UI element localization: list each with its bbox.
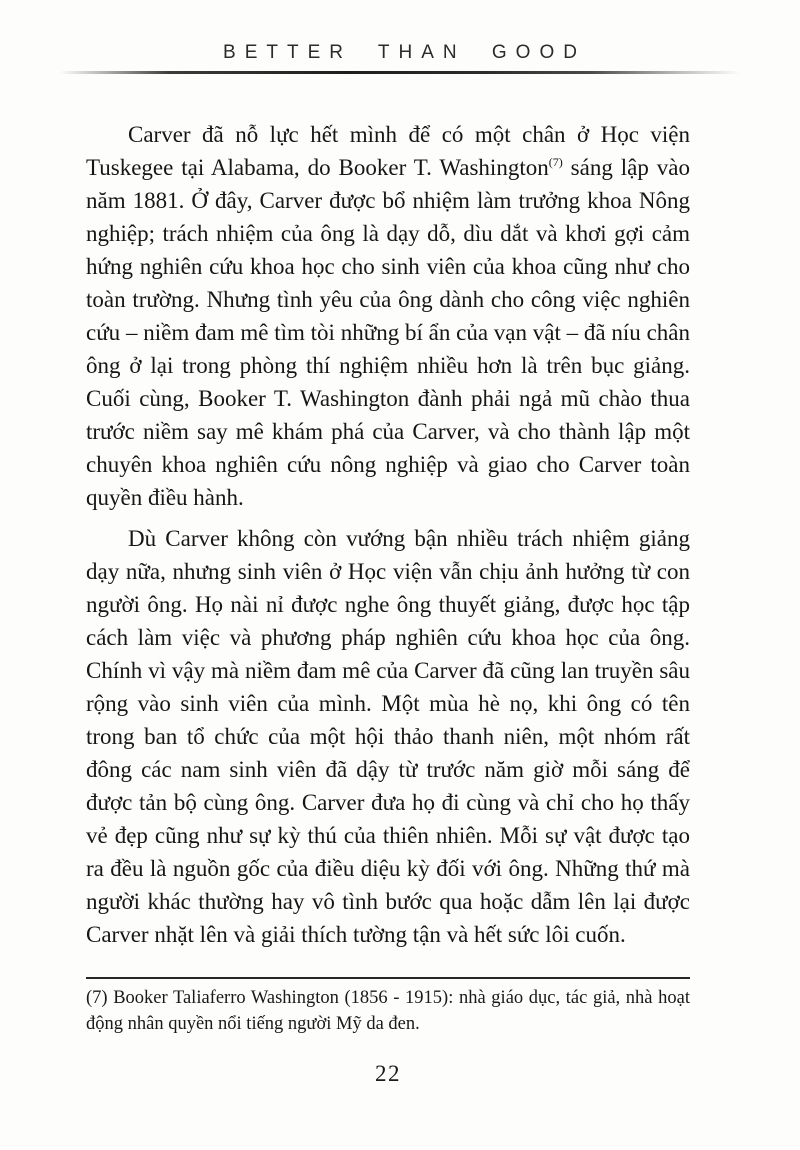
paragraph-1-text-after-note: sáng lập vào năm 1881. Ở đây, Carver được bổ nhiệm làm trưởng khoa Nông nghiệp; trách nhiệm của ông là dạy dỗ, dìu dắt và khơi gợi cảm hứng nghiên cứu khoa học cho sinh viên của khoa cũng như cho toàn trường. Nhưng tình yêu của ông dành cho công việc nghiên cứu – niềm đam mê tìm tòi những bí ẩn của vạn vật – đã níu chân ông ở lại trong phòng thí nghiệm nhiều hơn là trên bục giảng. Cuối cùng, Booker T. Washington đành phải ngả mũ chào thua trước niềm say mê khám phá của Carver, và cho thành lập một chuyên khoa nghiên cứu nông nghiệp và giao cho Carver toàn quyền điều hành. [86, 155, 691, 510]
page-title: BETTER THAN GOOD [223, 42, 586, 63]
paragraph-1 [86, 118, 690, 514]
footnote-block [86, 977, 690, 1037]
page-number: 22 [375, 1061, 401, 1086]
body-text [86, 118, 690, 951]
paragraph-1-text-before-note: Carver đã nỗ lực hết mình để có một chân ở Học viện Tuskegee tại Alabama, do Booker T. Washington [86, 122, 690, 180]
running-header [0, 42, 800, 64]
footnote-reference-marker: (7) [548, 155, 563, 169]
header-rule [60, 71, 740, 74]
footnote-text: (7) Booker Taliaferro Washington (1856 - 1915): nhà giáo dục, tác giả, nhà hoạt động nhân quyền nổi tiếng người Mỹ da đen. [86, 988, 690, 1034]
paragraph-2: Dù Carver không còn vướng bận nhiều trách nhiệm giảng dạy nữa, nhưng sinh viên ở Học viện vẫn chịu ảnh hưởng từ con người ông. Họ nài nỉ được nghe ông thuyết giảng, được học tập cách làm việc và phương pháp nghiên cứu khoa học của ông. Chính vì vậy mà niềm đam mê của Carver đã cũng lan truyền sâu rộng vào sinh viên của mình. Một mùa hè nọ, khi ông có tên trong ban tổ chức của một hội thảo thanh niên, một nhóm rất đông các nam sinh viên đã dậy từ trước năm giờ mỗi sáng để được tản bộ cùng ông. Carver đưa họ đi cùng và chỉ cho họ thấy vẻ đẹp cũng như sự kỳ thú của thiên nhiên. Mỗi sự vật được tạo ra đều là nguồn gốc của điều diệu kỳ đối với ông. Những thứ mà người khác thường hay vô tình bước qua hoặc dẫm lên lại được Carver nhặt lên và giải thích tường tận và hết sức lôi cuốn. [86, 526, 690, 947]
